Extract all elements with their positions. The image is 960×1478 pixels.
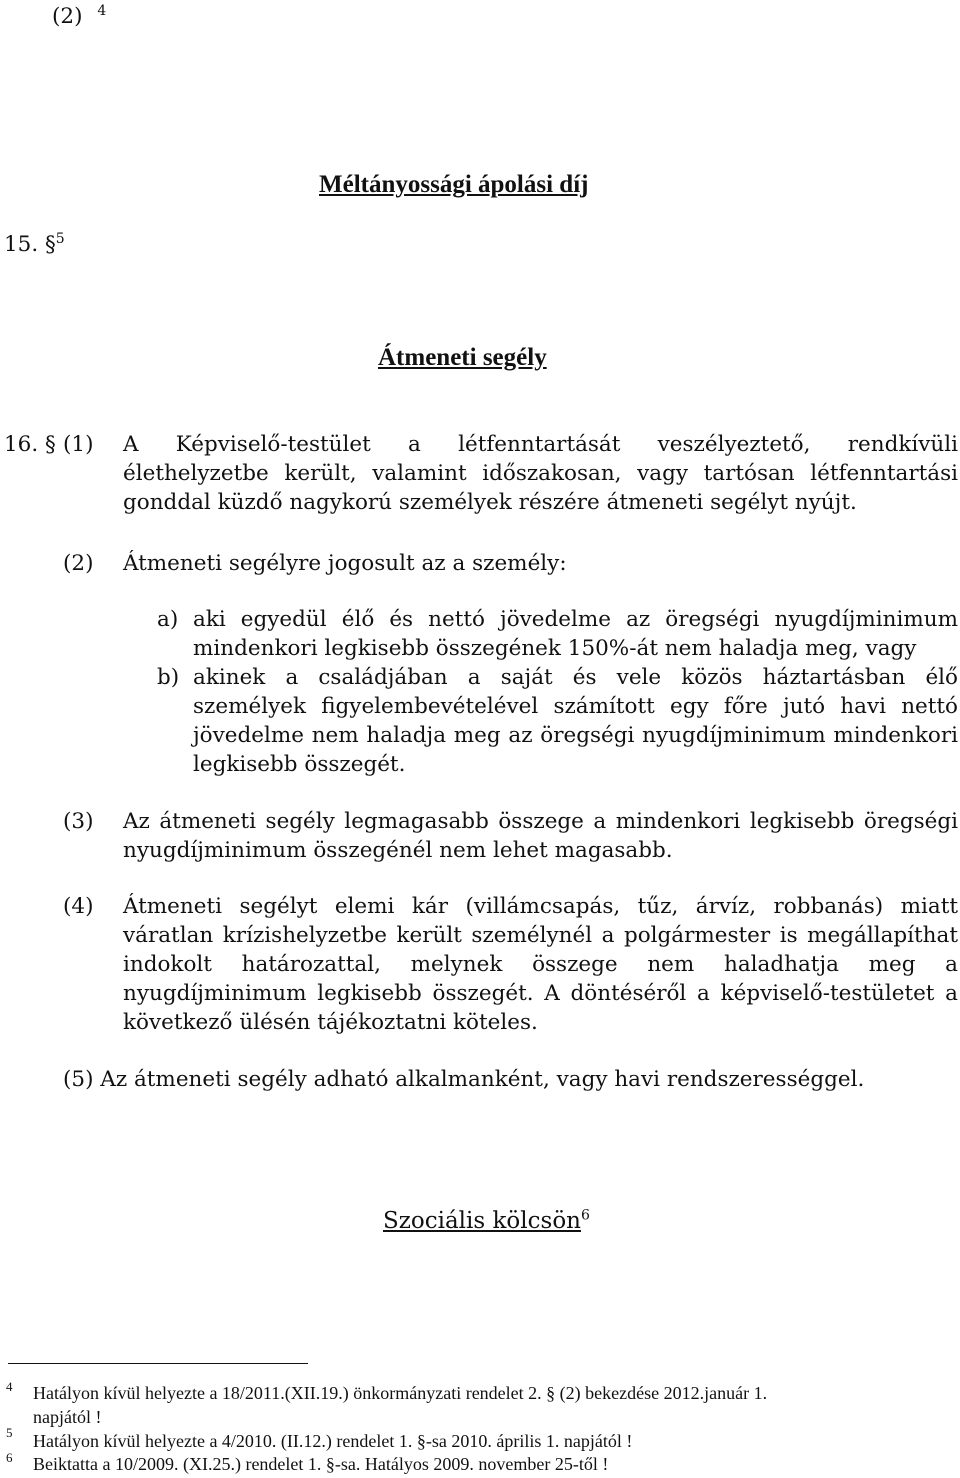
- heading-atmeneti-segely: Átmeneti segély: [378, 344, 547, 371]
- footnote-ref-6: 6: [580, 1207, 590, 1224]
- footnote-separator: [8, 1363, 308, 1364]
- item-b-label: b): [157, 665, 180, 690]
- item-a-text: aki egyedül élő és nettó jövedelme az öregségi nyugdíjminimum mindenkori legkisebb összegének 150%-át nem haladja meg, vagy: [193, 607, 958, 661]
- paragraph-5-text: (5) Az átmeneti segély adható alkalmanként, vagy havi rendszerességgel.: [63, 1067, 865, 1092]
- footnote-6-text: Beiktatta a 10/2009. (XI.25.) rendelet 1. §-sa. Hatályos 2009. november 25-től !: [33, 1454, 609, 1474]
- footnote-5-number: 5: [6, 1425, 13, 1440]
- section-16-label: 16. §: [4, 432, 56, 457]
- footnote-ref-4: 4: [97, 2, 107, 19]
- heading-szocialis-kolcson-text: Szociális kölcsön: [383, 1208, 581, 1234]
- paragraph-3-number: (3): [63, 809, 94, 834]
- paragraph-4-text: Átmeneti segélyt elemi kár (villámcsapás, tűz, árvíz, robbanás) miatt váratlan krízishelyzetbe került személynél a polgármester is megállapíthat indokolt határozattal, melynek összege nem haladhatja meg a nyugdíjminimum legkisebb összegét. A döntéséről a képviselő-testületet a következő ülésén tájékoztatni köteles.: [123, 894, 958, 1035]
- paragraph-1-text: A Képviselő-testület a létfenntartását veszélyeztető, rendkívüli élethelyzetbe került, valamint időszakosan, vagy tartósan létfenntartási gonddal küzdő nagykorú személyek részére átmeneti segélyt nyújt.: [123, 432, 958, 515]
- footnote-4-line2: napjától !: [33, 1407, 102, 1427]
- heading-szocialis-kolcson: [383, 1208, 590, 1234]
- paragraph-1-number: (1): [63, 432, 94, 457]
- heading-meltanyossagi-apolasi-dij: Méltányossági ápolási díj: [319, 171, 589, 198]
- footnote-4-line1: Hatályon kívül helyezte a 18/2011.(XII.19.) önkormányzati rendelet 2. § (2) bekezdése 2012.január 1.: [33, 1383, 768, 1403]
- paragraph-4-number: (4): [63, 894, 94, 919]
- footnote-6-number: 6: [6, 1450, 13, 1465]
- item-b-text: akinek a családjában a saját és vele közös háztartásban élő személyek figyelembevételével számított egy főre jutó havi nettó jövedelme nem haladja meg az öregségi nyugdíjminimum mindenkori legkisebb összegét.: [193, 665, 958, 777]
- item-a-label: a): [157, 607, 179, 632]
- top-paragraph-ref: [52, 2, 106, 31]
- footnote-ref-5: 5: [55, 230, 65, 247]
- paragraph-2-number: (2): [63, 551, 94, 576]
- footnote-5-text: Hatályon kívül helyezte a 4/2010. (II.12.) rendelet 1. §-sa 2010. április 1. napjától !: [33, 1431, 633, 1451]
- section-15-label: [4, 230, 65, 259]
- top-paragraph-label: (2): [52, 4, 83, 29]
- section-15-text: 15. §: [4, 232, 56, 257]
- paragraph-2-text: Átmeneti segélyre jogosult az a személy:: [123, 551, 567, 576]
- paragraph-3-text: Az átmeneti segély legmagasabb összege a mindenkori legkisebb öregségi nyugdíjminimum összegénél nem lehet magasabb.: [123, 809, 958, 863]
- footnote-4-number: 4: [6, 1379, 13, 1394]
